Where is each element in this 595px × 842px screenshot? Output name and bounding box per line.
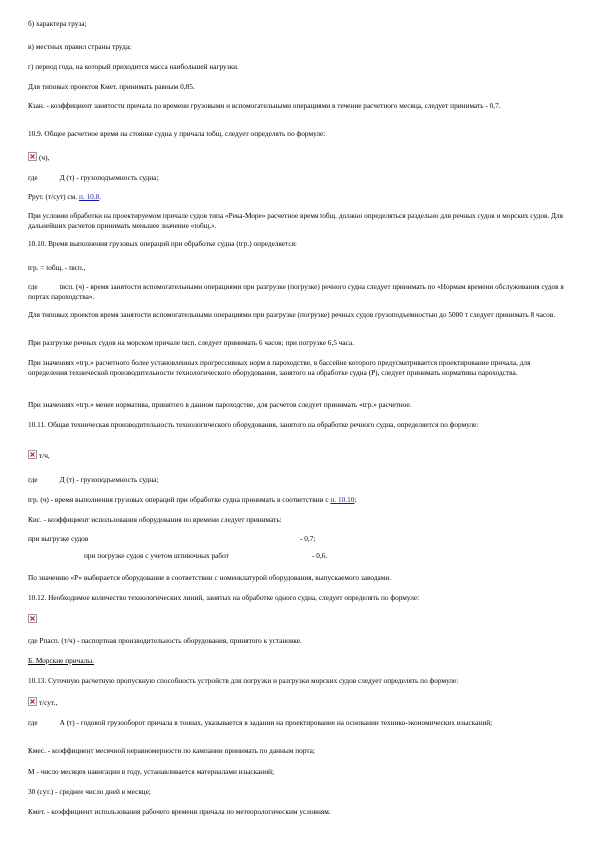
formula-10-13	[28, 697, 571, 708]
link-10-8[interactable]: п. 10.8	[78, 192, 100, 201]
paragraph-30-days: 30 (сут.) - среднее число дней в месяце;	[28, 787, 151, 796]
where-rpasp: где Рпасп. (т/ч) - паспортная производительность оборудования, принятого к установке.	[28, 636, 302, 645]
section-10-10: 10.10. Время выполнения грузовых операций при обработке судна (tгр.) определяется:	[28, 239, 297, 248]
where-label: где	[28, 282, 38, 291]
section-10-13: 10.13. Суточную расчетную пропускную способность устройств для погрузки и разгрузки морских судов следует определять по формуле:	[28, 676, 459, 685]
where-def: Д (т) - грузоподъемность судна;	[59, 475, 159, 484]
where-tvsp	[28, 282, 571, 302]
formula-unit: т/ч,	[39, 451, 50, 460]
broken-image-icon	[28, 450, 37, 459]
paragraph-norms: При значениях «tгр.» расчетного более установленных прогрессивных норм в пароходстве, в бассейне которого предусматривается проектирование причала, для определения технической производительности технологического оборудования, занятого на обработке судна (Р), следует принимать нормативы пароходства.	[28, 358, 531, 377]
paragraph-kis: Кис. - коэффициент использования оборудования по времени следует принимать:	[28, 515, 282, 524]
paragraph-m: М - число месяцев навигации в году, устанавливается материалами изысканий;	[28, 767, 275, 776]
paragraph-reka-more: При условии обработки на проектируемом причале судов типа «Река-Море» расчетное время tобщ. должно определяться раздельно для речных судов и морских судов. Для дальнейших расчетов принимать меньшее значение «tобщ.».	[28, 211, 564, 230]
where-label: где	[28, 475, 38, 484]
where-a	[28, 718, 571, 728]
paragraph-kmet: Для типовых проектов Кмет. принимать равным 0,85.	[28, 82, 195, 91]
list-item-b: б) характера груза;	[28, 19, 87, 28]
formula-10-9	[28, 152, 571, 163]
paragraph-equipment: По значению «Р» выбирается оборудование в соответствии с номенклатурой оборудования, выпускаемого заводами.	[28, 573, 392, 582]
formula-unit: (ч),	[39, 153, 50, 162]
formula-tgr: tгр. = tобщ. - tвсп.,	[28, 263, 86, 272]
where-line-2	[28, 475, 571, 485]
paragraph-kzan: Кзан. - коэффициент занятости причала по времени грузовыми и вспомогательными операциями в течение расчетного месяца, следует принимать - 0,7.	[28, 101, 501, 110]
where-line-1	[28, 173, 571, 183]
broken-image-icon	[28, 697, 37, 706]
paragraph-kmet-sea: Кмет. - коэффициент использования рабочего времени причала по метеорологическим условиям.	[28, 807, 331, 816]
list-item-v: в) местных правил страны труда;	[28, 42, 132, 51]
rsut-text: Ррут. (т/сут) см.	[28, 192, 78, 201]
rsut-line	[28, 192, 571, 202]
rsut-end: .	[99, 192, 102, 201]
paragraph-kmes: Кмес. - коэффициент месячной неравномерности по кампании принимать по данным порта;	[28, 746, 315, 755]
where-label: где	[28, 718, 38, 727]
kis-unloading	[28, 534, 571, 544]
where-def: tвсп. (ч) - время занятости вспомогательными операциями при разгрузке (погрузке) речного судна следует принимать по «Нормам времени обслуживания судов в портах пароходства».	[28, 282, 564, 301]
link-10-10[interactable]: п. 10.10	[330, 495, 355, 504]
section-10-9: 10.9. Общее расчетное время на стоянке судна у причала tобщ. следует определять по формуле:	[28, 129, 326, 138]
section-10-11: 10.11. Общая техническая производительность технологического оборудования, занятого на обработке речного судна, определяется по формуле:	[28, 420, 479, 429]
where-label: где	[28, 173, 38, 182]
where-def: А (т) - годовой грузооборот причала в тоннах, указывается в задании на проектирование на основании технико-экономических изысканий;	[59, 718, 493, 727]
formula-10-12	[28, 614, 571, 625]
broken-image-icon	[28, 614, 37, 623]
kis-unloading-label: при выгрузке судов	[28, 534, 89, 543]
kis-loading-label: при погрузке судов с учетом штивочных работ	[84, 551, 229, 560]
paragraph-typical: Для типовых проектов время занятости вспомогательными операциями при разгрузке (погрузке) речных судов грузоподъемностью до 5000 т следует принимать 8 часов.	[28, 310, 556, 319]
broken-image-icon	[28, 152, 37, 161]
kis-loading-value: - 0,6.	[312, 551, 328, 560]
paragraph-less-norm: При значениях «tгр.» менее норматива, принятого в данном пароходстве, для расчетов следует принимать «tгр.» расчетное.	[28, 400, 412, 409]
where-def: Д (т) - грузоподъемность судна;	[59, 173, 159, 182]
section-10-12: 10.12. Необходимое количество технологических линий, занятых на обработке одного судна, следует определять по формуле:	[28, 593, 420, 602]
tgr-end: ;	[354, 495, 357, 504]
list-item-g: г) период года, на который приходится масса наибольшей нагрузки.	[28, 62, 239, 71]
formula-10-11	[28, 450, 571, 461]
formula-unit: т/сут.,	[39, 698, 58, 707]
tgr-text: tгр. (ч) - время выполнения грузовых операций при обработке судна принимать в соответствии с	[28, 495, 329, 504]
paragraph-sea-berth: При разгрузке речных судов на морском причале tвсп. следует принимать 6 часов; при погрузке 6,5 часа.	[28, 338, 355, 347]
kis-unloading-value: - 0,7;	[300, 534, 316, 543]
tgr-line	[28, 495, 571, 505]
section-b-sea-berths: Б. Морские причалы.	[28, 656, 94, 665]
